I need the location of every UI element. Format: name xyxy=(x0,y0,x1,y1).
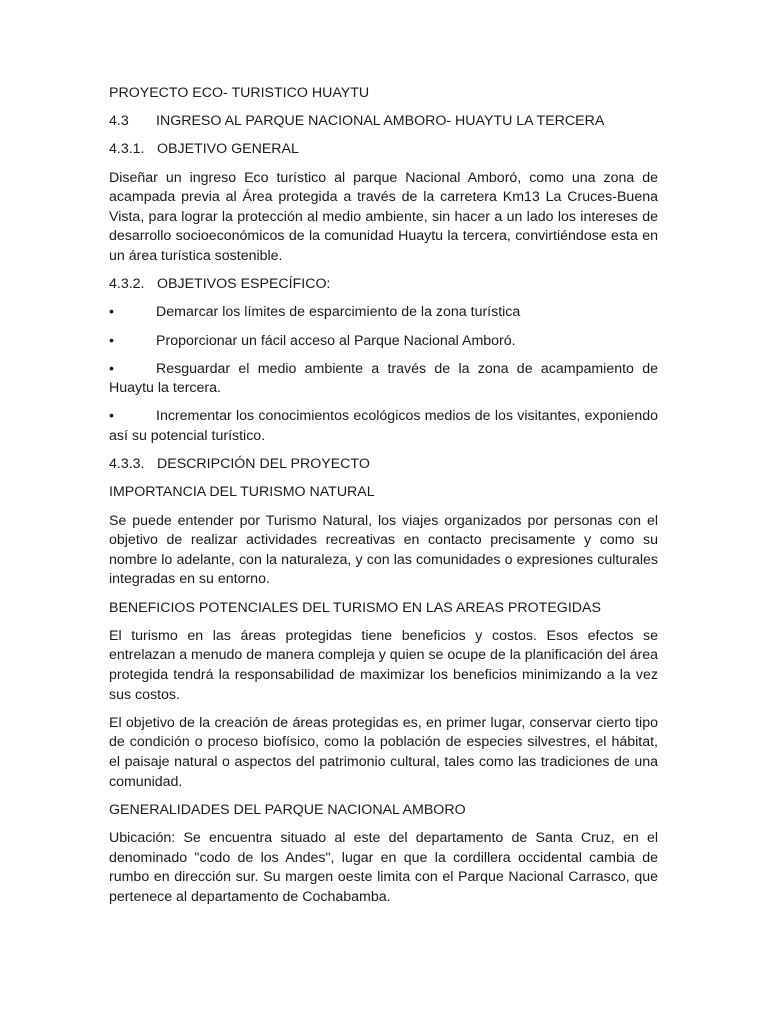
bullet-icon: • xyxy=(109,408,114,425)
document-title: PROYECTO ECO- TURISTICO HUAYTU xyxy=(109,85,370,101)
bullet-item xyxy=(109,407,658,446)
section-4-3-2-number: 4.3.2. xyxy=(109,276,145,293)
bullet-text: Proporcionar un fácil acceso al Parque Nacional Amboró. xyxy=(156,332,516,349)
importancia-heading: IMPORTANCIA DEL TURISMO NATURAL xyxy=(109,484,375,501)
beneficios-paragraph-1: El turismo en las áreas protegidas tiene beneficios y costos. Esos efectos se entrelazan a menudo de manera compleja y quien se ocupe de la planificación del área protegida tendrá la responsabilidad de maximizar los beneficios minimizando a la vez sus costos. xyxy=(109,627,658,703)
section-4-3-1-number: 4.3.1. xyxy=(109,141,145,158)
beneficios-heading: BENEFICIOS POTENCIALES DEL TURISMO EN LAS AREAS PROTEGIDAS xyxy=(109,599,601,616)
section-4-3-3-heading xyxy=(109,455,658,475)
section-4-3-title: INGRESO AL PARQUE NACIONAL AMBORO- HUAYTU LA TERCERA xyxy=(156,113,605,130)
section-4-3-3-title: DESCRIPCIÓN DEL PROYECTO xyxy=(157,456,370,473)
section-4-3-1-heading xyxy=(109,140,658,160)
section-4-3-2-heading xyxy=(109,275,658,295)
section-4-3-heading xyxy=(109,112,658,132)
bullet-item xyxy=(109,332,658,352)
bullet-icon: • xyxy=(109,332,114,349)
bullet-text: Incrementar los conocimientos ecológicos medios de los visitantes, exponiendo así su potencial turístico. xyxy=(109,408,658,445)
section-4-3-3-number: 4.3.3. xyxy=(109,456,145,473)
importancia-paragraph: Se puede entender por Turismo Natural, los viajes organizados por personas con el objetivo de realizar actividades recreativas en contacto precisamente y como su nombre lo adelante, con la naturaleza, y con las comunidades o expresiones culturales integradas en su entorno. xyxy=(109,512,658,588)
generalidades-heading: GENERALIDADES DEL PARQUE NACIONAL AMBORO xyxy=(109,801,466,818)
section-4-3-1-title: OBJETIVO GENERAL xyxy=(157,141,299,158)
beneficios-paragraph-2: El objetivo de la creación de áreas protegidas es, en primer lugar, conservar cierto tipo de condición o proceso biofísico, como la población de especies silvestres, el hábitat, el paisaje natural o aspectos del patrimonio cultural, tales como las tradiciones de una comunidad. xyxy=(109,714,658,790)
document-page xyxy=(109,84,658,916)
objetivo-general-paragraph: Diseñar un ingreso Eco turístico al parque Nacional Amboró, como una zona de acampada previa al Área protegida a través de la carretera Km13 La Cruces-Buena Vista, para lograr la protección al medio ambiente, sin hacer a un lado los intereses de desarrollo socioeconómicos de la comunidad Huaytu la tercera, convirtiéndose esta en un área turística sostenible. xyxy=(109,169,658,264)
bullet-text: Demarcar los límites de esparcimiento de la zona turística xyxy=(156,304,521,321)
section-4-3-number: 4.3 xyxy=(109,113,129,130)
bullet-item xyxy=(109,360,658,399)
section-4-3-2-title: OBJETIVOS ESPECÍFICO: xyxy=(157,276,331,293)
bullet-text: Resguardar el medio ambiente a través de la zona de acampamiento de Huaytu la tercera. xyxy=(109,360,658,397)
bullet-item xyxy=(109,303,658,323)
bullet-icon: • xyxy=(109,360,114,377)
ubicacion-paragraph: Ubicación: Se encuentra situado al este del departamento de Santa Cruz, en el denominado "codo de los Andes", lugar en que la cordillera occidental cambia de rumbo en dirección sur. Su margen oeste limita con el Parque Nacional Carrasco, que pertenece al departamento de Cochabamba. xyxy=(109,829,658,905)
bullet-icon: • xyxy=(109,304,114,321)
